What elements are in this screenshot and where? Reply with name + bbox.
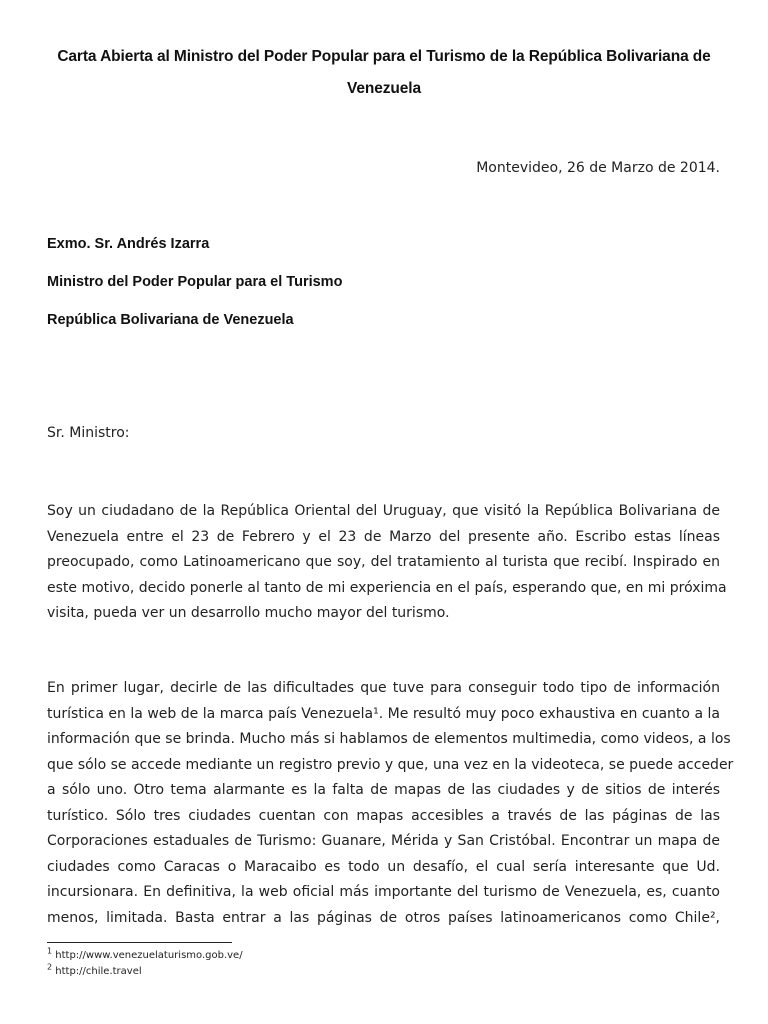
- paragraph-line: este motivo, decido ponerle al tanto de mi experiencia en el país, esperando que, en mi próxima: [47, 579, 727, 596]
- recipient-position: Ministro del Poder Popular para el Turismo: [47, 274, 343, 290]
- paragraph-line: a sólo uno. Otro tema alarmante es la falta de mapas de las ciudades y de sitios de interés: [47, 782, 720, 798]
- paragraph-line: En primer lugar, decirle de las dificultades que tuve para conseguir todo tipo de información: [47, 680, 720, 696]
- paragraph-line: información que se brinda. Mucho más si hablamos de elementos multimedia, como videos, a los: [47, 731, 731, 747]
- paragraph-2: [47, 676, 734, 931]
- paragraph-line: que sólo se accede mediante un registro previo y que, una vez en la videoteca, se puede acceder: [47, 756, 734, 773]
- paragraph-line: menos, limitada. Basta entrar a las páginas de otros países latinoamericanos como Chile²,: [47, 909, 720, 926]
- footnote-1: [47, 946, 243, 961]
- footnote-link[interactable]: http://chile.travel: [55, 966, 142, 977]
- footnote-mark: 2: [47, 962, 53, 972]
- paragraph-line: Corporaciones estaduales de Turismo: Guanare, Mérida y San Cristóbal. Encontrar un mapa de: [47, 833, 720, 849]
- recipient-country: República Bolivariana de Venezuela: [47, 312, 294, 328]
- paragraph-line: Soy un ciudadano de la República Oriental del Uruguay, que visitó la República Bolivariana de: [47, 503, 720, 519]
- recipient-name: Exmo. Sr. Andrés Izarra: [47, 236, 210, 252]
- footnote-2: [47, 962, 142, 977]
- paragraph-line: visita, pueda ver un desarrollo mucho mayor del turismo.: [47, 605, 450, 621]
- paragraph-line: ciudades como Caracas o Maracaibo es todo un desafío, el cual sería interesante que Ud.: [47, 858, 720, 875]
- footnote-link[interactable]: http://www.venezuelaturismo.gob.ve/: [55, 950, 243, 961]
- letter-date: Montevideo, 26 de Marzo de 2014.: [476, 160, 720, 176]
- paragraph-1: [47, 499, 727, 627]
- paragraph-line: incursionara. En definitiva, la web oficial más importante del turismo de Venezuela, es, cuanto: [47, 884, 720, 900]
- salutation: Sr. Ministro:: [47, 425, 130, 441]
- document-title-line-1: Carta Abierta al Ministro del Poder Popular para el Turismo de la República Bolivariana de: [57, 48, 711, 65]
- footnote-mark: 1: [47, 946, 53, 956]
- paragraph-line: turístico. Sólo tres ciudades cuentan con mapas accesibles a través de las páginas de las: [47, 807, 720, 824]
- document-title-line-2: Venezuela: [346, 80, 422, 97]
- paragraph-line: turística en la web de la marca país Venezuela¹. Me resultó muy poco exhaustiva en cuanto a la: [47, 705, 720, 722]
- paragraph-line: preocupado, como Latinoamericano que soy, del tratamiento al turista que recibí. Inspirado en: [47, 554, 720, 570]
- footnote-separator: [47, 942, 232, 943]
- paragraph-line: Venezuela entre el 23 de Febrero y el 23 de Marzo del presente año. Escribo estas líneas: [47, 528, 720, 545]
